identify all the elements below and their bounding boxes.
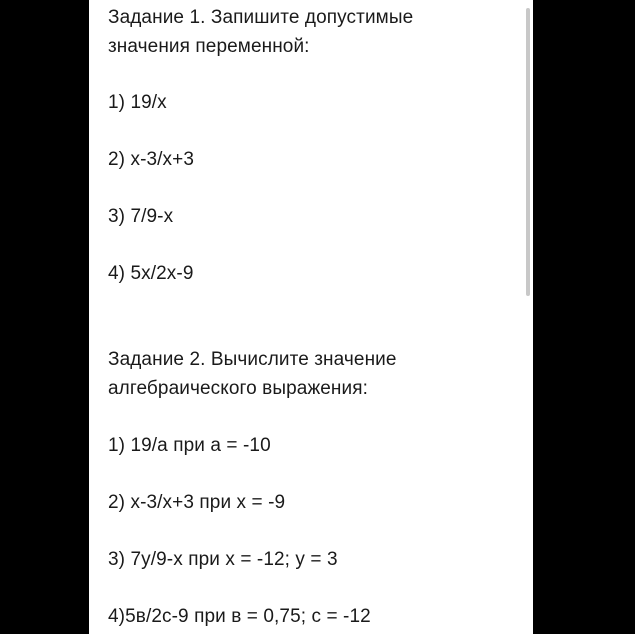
content-panel[interactable] <box>89 0 533 634</box>
scrollbar-thumb[interactable] <box>526 8 530 296</box>
task1-item-3: 3) 7/9-x <box>108 206 174 227</box>
task1-item-4: 4) 5x/2x-9 <box>108 263 194 284</box>
task2-item-1: 1) 19/a при a = -10 <box>108 435 271 456</box>
task1-item-2: 2) x-3/x+3 <box>108 149 195 170</box>
task2-item-3: 3) 7y/9-x при x = -12; y = 3 <box>108 549 338 570</box>
vertical-scrollbar[interactable] <box>526 8 530 298</box>
task1-item-1: 1) 19/x <box>108 92 167 113</box>
task2-title-line1: Задание 2. Вычислите значение <box>108 349 397 370</box>
task2-title-line2: алгебраического выражения: <box>108 378 368 399</box>
task2-item-4: 4)5в/2c-9 при в = 0,75; c = -12 <box>108 606 371 627</box>
task2-item-2: 2) x-3/x+3 при x = -9 <box>108 492 286 513</box>
task1-title-line1: Задание 1. Запишите допустимые <box>108 7 414 28</box>
task1-title-line2: значения переменной: <box>108 36 310 57</box>
